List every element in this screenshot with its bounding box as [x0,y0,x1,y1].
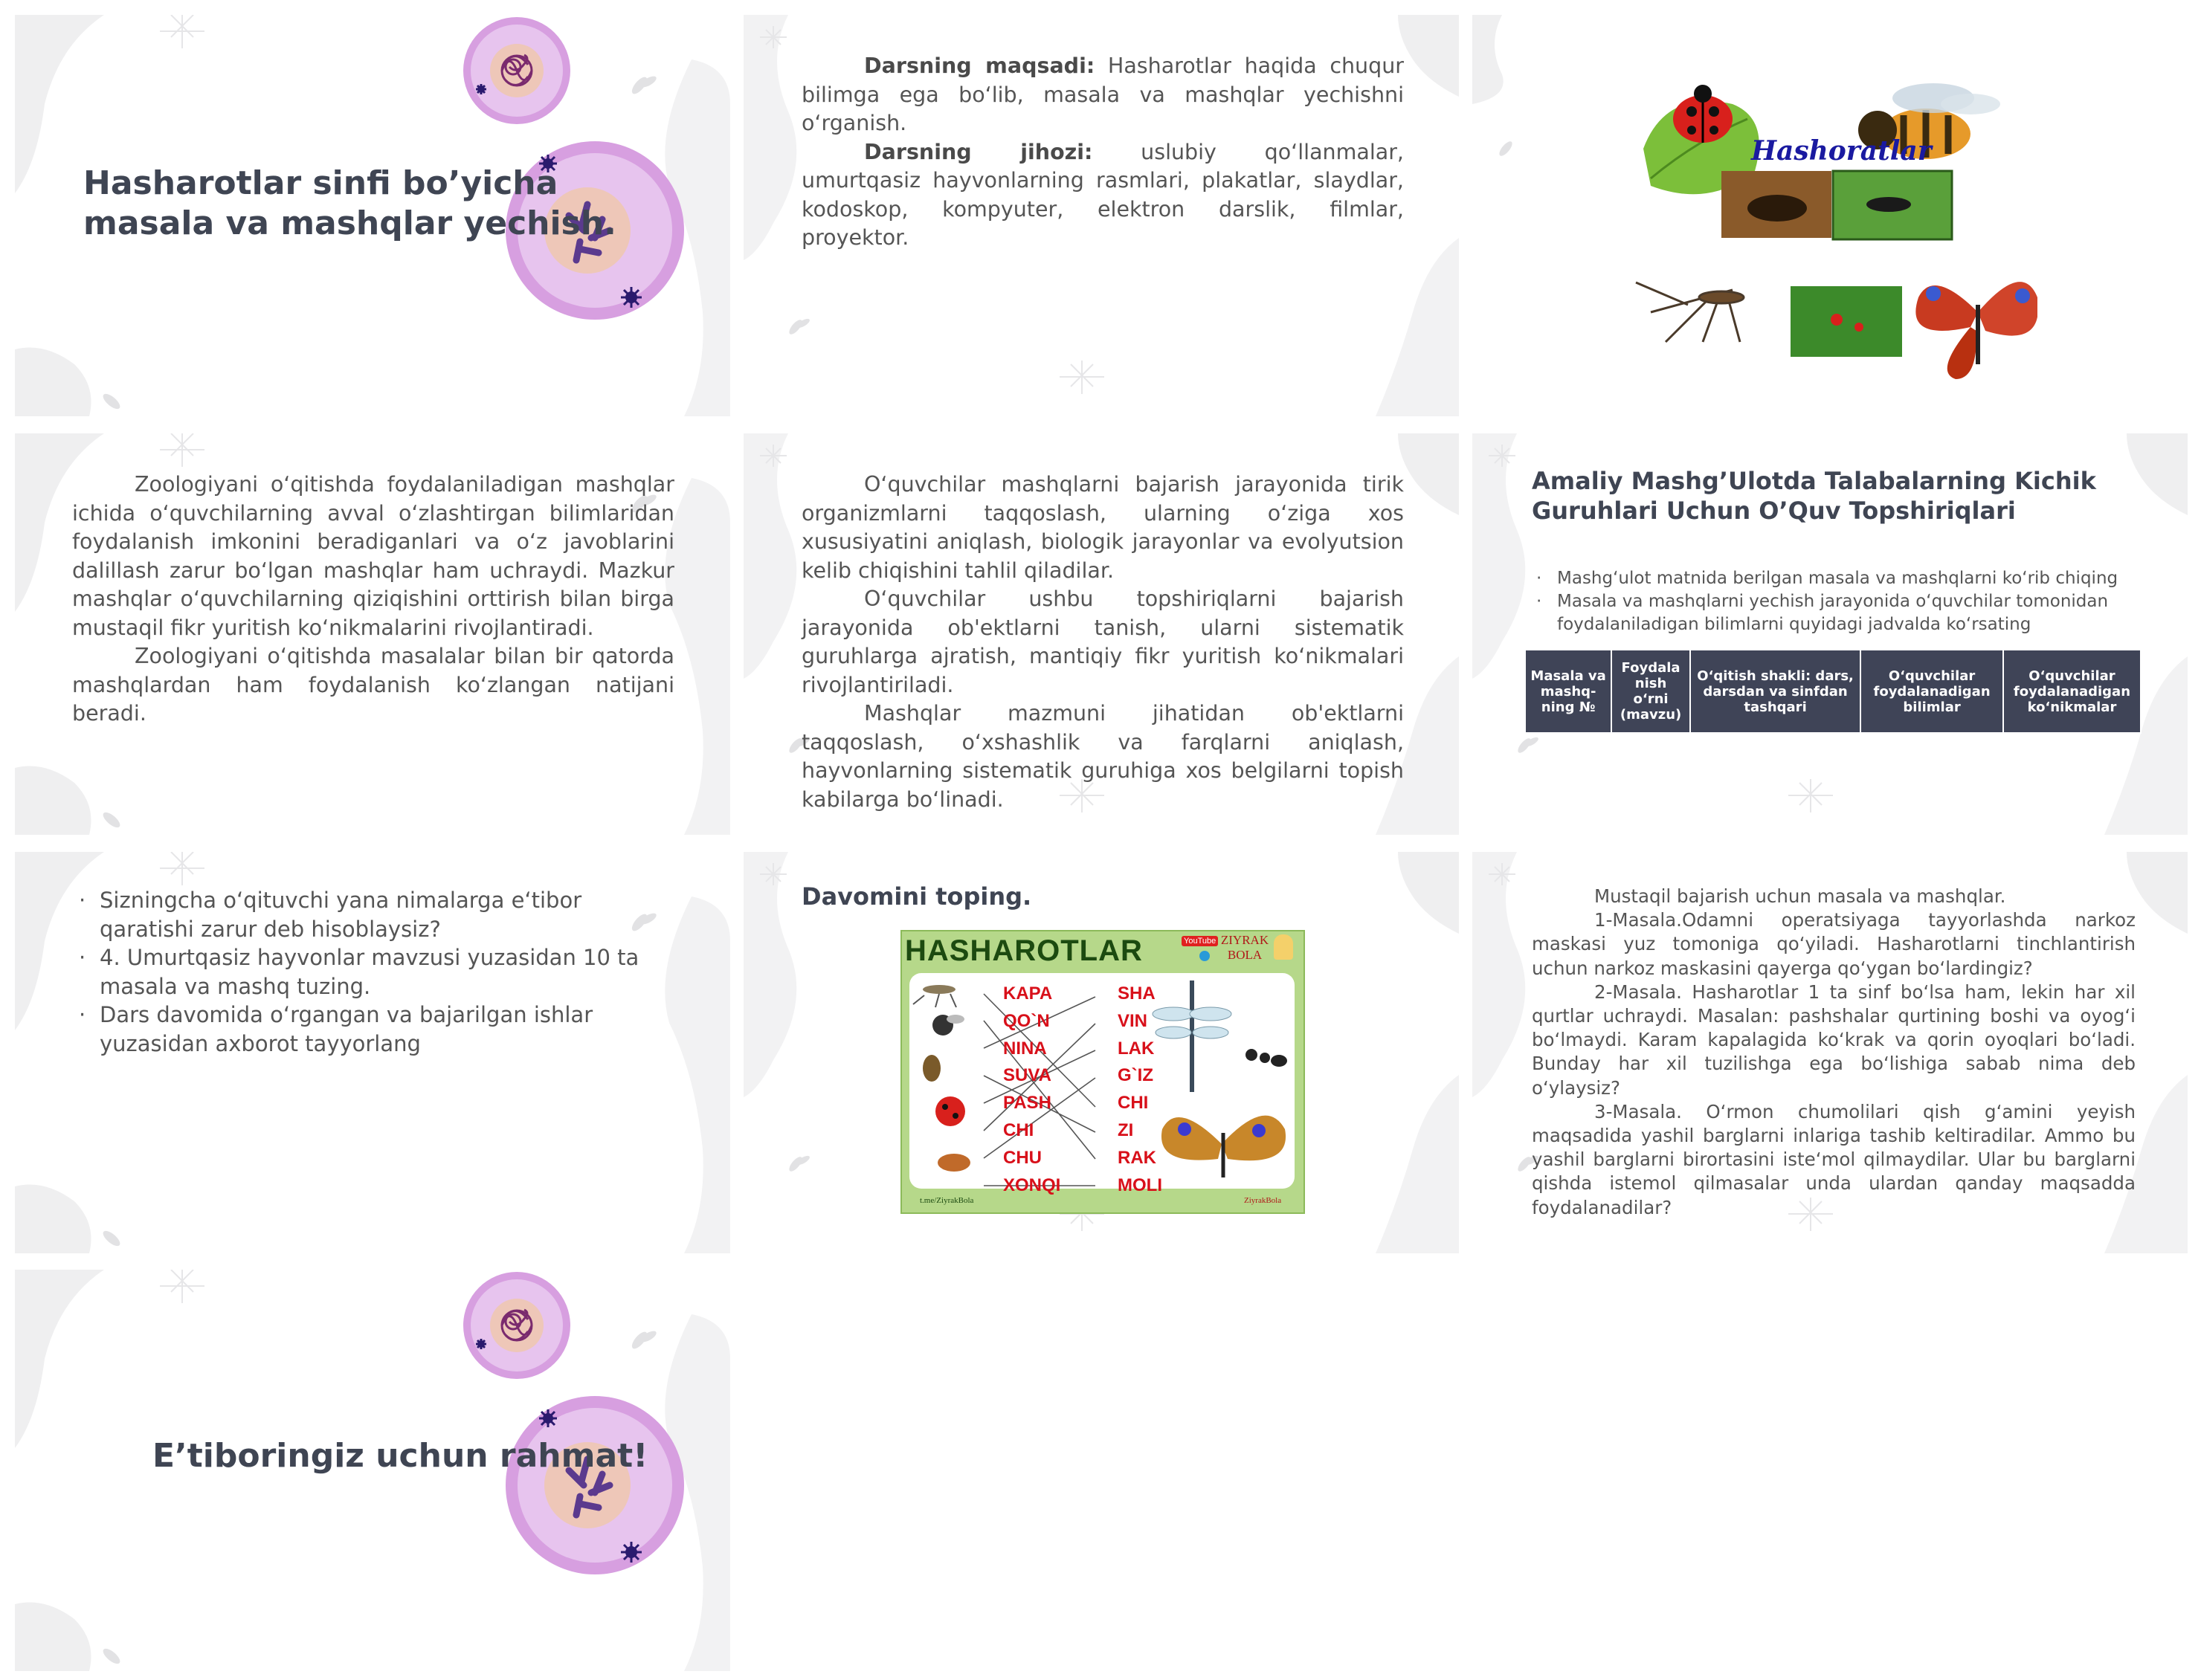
slide-student-skills [744,433,1459,835]
list-item: · 4. Umurtqasiz hayvonlar mavzusi yuzasidan 10 ta masala va mashq tuzing. [74,943,677,1001]
thank-you-title: E’tiboringiz uchun rahmat! [152,1437,648,1475]
slide-title-text [83,164,648,244]
word-left: KAPA [1003,983,1053,1004]
title-line-2: Guruhlari Uchun O’Quv Topshiriqlari [1532,497,2016,525]
independent-tasks-text [1532,885,2136,1220]
lesson-goal-paragraph [802,52,1404,138]
table-header-cell: Masala va mashq-ning № [1525,650,1611,733]
list-item: · Masala va mashqlarni yechish jarayonida oʻquvchilar tomonidan foydalaniladigan bilimlarni quyidagi jadvalda koʻrsating [1532,590,2142,636]
butterfly-icon [1915,282,2037,379]
word-right: ZI [1118,1120,1134,1140]
poster-illustrations [909,973,1295,1189]
paragraph: Zoologiyani oʻqitishda masalalar bilan bir qatorda mashqlardan ham foydalanish koʻzlangan natijani beradi. [72,644,674,726]
brand-label: ZIYRAK BOLA [1220,933,1269,962]
left-word-column [1003,980,1060,1199]
puzzle-title: Davomini toping. [802,882,1032,911]
paragraph: 1-Masala.Odamni operatsiyaga tayyorlashda narkoz maskasi yuz tomoniga qoʻyiladi. Hasharotlarni tinchlantirish uchun narkoz maskasini qayerga qoʻygan boʻlardingiz? [1532,909,2136,979]
group-tasks-list [1532,567,2142,636]
word-left: XONQI [1003,1175,1061,1195]
right-word-column [1118,980,1162,1199]
word-left: NINA [1003,1038,1047,1059]
word-right: CHI [1118,1093,1149,1114]
word-left: CHI [1003,1120,1034,1140]
butterfly-icon [1161,1116,1286,1177]
word-left: PASH [1003,1093,1051,1114]
lesson-equipment-paragraph [802,138,1404,253]
group-tasks-title [1532,466,2156,526]
cockroach-icon [938,1154,970,1172]
ladybug-icon [1673,85,1733,143]
table-header-cell: Oʻqitish shakli: dars, darsdan va sinfdan tashqari [1690,650,1860,733]
word-puzzle-poster [900,930,1305,1214]
word-left: CHU [1003,1147,1042,1168]
student-skills-text [802,471,1404,814]
slide-title [15,15,730,416]
tasks-table [1524,649,2142,734]
lesson-goal-text: Hasharotlar haqida chuqur bilimga ega boʻlib, masala va mashqlar yechishni oʻrganish. [802,54,1404,135]
list-item: · Mashgʻulot matnida berilgan masala va mashqlarni koʻrib chiqing [1532,567,2142,590]
word-right: G`IZ [1118,1065,1153,1086]
paragraph: 2-Masala. Hasharotlar 1 ta sinf boʻlsa ham, lekin har xil qurtlar uchraydi. Masalan: pashshalar qurtining boshi va oyogʻi boʻlmaydi. Karam kapalagida koʻkrak va qorin oyoqlari boʻladi. Bunday har xil tuzilishga ega boʻlishiga sabab nima deb oʻylaysiz? [1532,980,2136,1099]
table-header-cell: Foydala nish oʻrni (mavzu) [1611,650,1690,733]
slide-homework-questions [15,852,730,1253]
paragraph: Mashqlar mazmuni jihatidan ob'ektlarni taqqoslash, oʻxshashlik va farqlarni aniqlash, hayvonlarning sistematik guruhiga xos belgilarni topish kabilarga boʻlinadi. [802,701,1404,812]
zoology-exercises-text [72,471,674,728]
word-left: SUVA [1003,1065,1051,1086]
title-line-2: masala va mashqlar yechish. [83,204,616,242]
table-header-cell: Oʻquvchilar foydalanadigan bilimlar [1860,650,2003,733]
telegram-icon [1199,951,1210,961]
photo-ladybugs [1791,286,1902,357]
youtube-badge: YouTube [1182,936,1218,946]
table-header-row [1525,650,2141,733]
table-header-cell: Oʻquvchilar foydalanadigan koʻnikmalar [2003,650,2141,733]
slide-insects-image [1472,15,2188,416]
word-right: RAK [1118,1147,1156,1168]
poster-footer-left: t.me/ZiyrakBola [920,1196,974,1205]
slide-group-tasks [1472,433,2188,835]
title-line-1: Hasharotlar sinfi bo’yicha [83,164,558,202]
slide-lesson-goals [744,15,1459,416]
ant-icon [1245,1049,1287,1067]
homework-list [74,886,677,1058]
paragraph: Zoologiyani oʻqitishda foydalaniladigan mashqlar ichida oʻquvchilarning avval oʻzlashtirgan bilimlaridan foydalanish imkonini beradiganlari va oʻz javoblarini dalillash zarur boʻlgan mashqlar ham uchraydi. Mazkur mashqlar oʻquvchilarning qiziqishini orttirish bilan birga mustaqil fikr yuritish koʻnikmalarini rivojlantiradi. [72,472,674,640]
paragraph: 3-Masala. Oʻrmon chumolilari qish gʻamini yeyish maqsadida yashil barglarni inlariga tashib keltiradilar. Ammo bu yashil barglarni birortasini isteʻmol qilmaydilar. Ular bu barglarni qishda istemol qilmasalar unda ulardan qanday maqsadda foydalanadilar? [1532,1100,2136,1218]
slide-zoology-exercises [15,433,730,835]
slide-thank-you [15,1270,730,1671]
lesson-equipment-label: Darsning jihozi: [864,139,1093,164]
poster-footer-right: ZiyrakBola [1244,1196,1282,1205]
list-item: · Dars davomida oʻrgangan va bajarilgan ishlar yuzasidan axborot tayyorlang [74,1001,677,1058]
insects-caption: Hashoratlar [1751,135,1932,167]
lesson-goal-label: Darsning maqsadi: [864,54,1095,78]
dragonfly-icon [1153,980,1231,1092]
mascot-icon [1274,934,1293,960]
paragraph: Oʻquvchilar mashqlarni bajarish jarayonida tirik organizmlarni taqqoslash, ularning oʻziga xos xususiyatini aniqlash, biologik jarayonlar va evolyutsion kelib chiqishini tahlil qiladilar. [802,472,1404,583]
slide-word-puzzle [744,852,1459,1253]
word-right: SHA [1118,983,1156,1004]
lesson-goals-text [802,52,1404,253]
poster-title: HASHAROTLAR [905,934,1143,967]
word-right: VIN [1118,1010,1148,1031]
word-right: LAK [1118,1038,1155,1059]
title-line-1: Amaliy Mashg’Ulotda Talabalarning Kichik [1532,467,2096,495]
word-right: MOLI [1118,1175,1162,1195]
insects-collage [1621,59,2037,387]
mosquito-icon [1636,282,1744,342]
slide-independent-tasks [1472,852,2188,1253]
beetle-icon [923,1055,941,1082]
word-left: QO`N [1003,1010,1050,1031]
list-item: · Sizningcha oʻqituvchi yana nimalarga eʻtibor qaratishi zarur deb hisoblaysiz? [74,886,677,943]
fly-icon [932,1015,964,1036]
paragraph: Mustaqil bajarish uchun masala va mashqlar. [1594,885,2006,907]
paragraph: Oʻquvchilar ushbu topshiriqlarni bajarish jarayonida ob'ektlarni tanish, ularni sistematik guruhlarga ajratish, mantiqiy fikr yuritish koʻnikmalari rivojlantiriladi. [802,587,1404,697]
mosquito-icon [913,985,956,1007]
lesson-equipment-text: uslubiy qoʻllanmalar, umurtqasiz hayvonlarning rasmlari, plakatlar, slaydlar, kodoskop, kompyuter, elektron darslik, filmlar, proyektor. [802,139,1404,250]
ladybug-icon [935,1096,965,1126]
